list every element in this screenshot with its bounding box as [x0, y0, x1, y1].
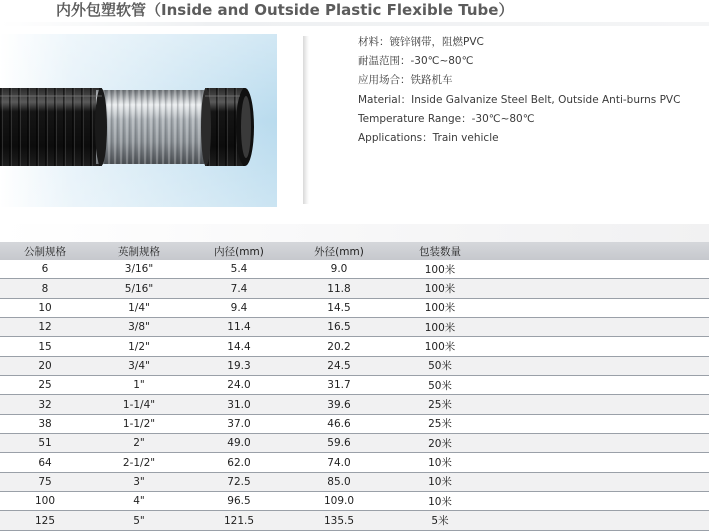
title-divider [0, 22, 709, 26]
cell-inner: 5.4 [188, 260, 290, 279]
cell-imperial: 4" [90, 492, 188, 511]
cell-outer: 39.6 [290, 395, 388, 414]
table-row [0, 395, 709, 414]
spec-temperature-en: Temperature Range：-30℃~80℃ [358, 112, 535, 125]
cell-imperial: 1" [90, 376, 188, 395]
cell-blank [492, 434, 709, 453]
cell-blank [492, 414, 709, 433]
cell-inner: 24.0 [188, 376, 290, 395]
table-row [0, 279, 709, 298]
cell-imperial: 2" [90, 434, 188, 453]
cell-package: 25米 [388, 395, 492, 414]
cell-package: 100米 [388, 298, 492, 317]
cell-metric: 12 [0, 318, 90, 337]
cell-inner: 37.0 [188, 414, 290, 433]
cell-blank [492, 298, 709, 317]
header-outer-diameter: 外径(mm) [290, 242, 388, 260]
cell-blank [492, 472, 709, 491]
table-row [0, 434, 709, 453]
cell-outer: 16.5 [290, 318, 388, 337]
vertical-divider [303, 36, 309, 204]
table-row [0, 414, 709, 433]
cell-metric: 6 [0, 260, 90, 279]
cell-package: 100米 [388, 337, 492, 356]
cell-inner: 49.0 [188, 434, 290, 453]
cell-outer: 9.0 [290, 260, 388, 279]
header-inner-diameter: 内径(mm) [188, 242, 290, 260]
cell-metric: 10 [0, 298, 90, 317]
cell-blank [492, 337, 709, 356]
cell-package: 25米 [388, 414, 492, 433]
cell-metric: 20 [0, 356, 90, 375]
cell-inner: 62.0 [188, 453, 290, 472]
cell-outer: 59.6 [290, 434, 388, 453]
cell-outer: 24.5 [290, 356, 388, 375]
cell-imperial: 1/4" [90, 298, 188, 317]
cell-metric: 125 [0, 511, 90, 530]
table-row [0, 453, 709, 472]
cell-imperial: 3/16" [90, 260, 188, 279]
cell-metric: 15 [0, 337, 90, 356]
cell-inner: 11.4 [188, 318, 290, 337]
cell-blank [492, 492, 709, 511]
cell-blank [492, 318, 709, 337]
cell-package: 5米 [388, 511, 492, 530]
page-title: 内外包塑软管（Inside and Outside Plastic Flexible Tube） [56, 1, 514, 19]
spec-temperature-cn: 耐温范围：-30℃~80℃ [358, 55, 474, 68]
table-row [0, 376, 709, 395]
cell-metric: 32 [0, 395, 90, 414]
cell-inner: 9.4 [188, 298, 290, 317]
cell-blank [492, 279, 709, 298]
spec-table [0, 242, 709, 531]
cell-outer: 11.8 [290, 279, 388, 298]
cell-imperial: 5/16" [90, 279, 188, 298]
cell-package: 100米 [388, 318, 492, 337]
cell-imperial: 5" [90, 511, 188, 530]
tube-graphic [0, 88, 254, 166]
cell-outer: 135.5 [290, 511, 388, 530]
cell-imperial: 1-1/2" [90, 414, 188, 433]
cell-package: 50米 [388, 356, 492, 375]
spec-application-en: Applications：Train vehicle [358, 131, 499, 144]
header-package-qty: 包装数量 [388, 242, 492, 260]
table-row [0, 472, 709, 491]
cell-metric: 64 [0, 453, 90, 472]
cell-package: 100米 [388, 260, 492, 279]
cell-outer: 46.6 [290, 414, 388, 433]
table-row [0, 260, 709, 279]
cell-metric: 25 [0, 376, 90, 395]
spec-material-cn: 材料：镀锌钢带，阻燃PVC [358, 36, 484, 48]
table-row [0, 356, 709, 375]
spec-application-cn: 应用场合：铁路机车 [358, 74, 453, 87]
cell-package: 10米 [388, 492, 492, 511]
spec-list [358, 33, 703, 148]
cell-package: 10米 [388, 453, 492, 472]
cell-inner: 7.4 [188, 279, 290, 298]
cell-package: 50米 [388, 376, 492, 395]
cell-inner: 96.5 [188, 492, 290, 511]
header-metric-size: 公制规格 [0, 242, 90, 260]
cell-package: 100米 [388, 279, 492, 298]
table-top-shade [0, 224, 709, 242]
product-photo [0, 34, 277, 207]
cell-outer: 14.5 [290, 298, 388, 317]
cell-blank [492, 260, 709, 279]
cell-blank [492, 453, 709, 472]
cell-package: 20米 [388, 434, 492, 453]
table-row [0, 492, 709, 511]
cell-package: 10米 [388, 472, 492, 491]
table-header-row [0, 242, 709, 260]
cell-metric: 38 [0, 414, 90, 433]
cell-blank [492, 395, 709, 414]
spec-material-en: Material：Inside Galvanize Steel Belt, Outside Anti-burns PVC [358, 93, 681, 106]
cell-outer: 20.2 [290, 337, 388, 356]
cell-outer: 74.0 [290, 453, 388, 472]
cell-imperial: 1-1/4" [90, 395, 188, 414]
cell-inner: 121.5 [188, 511, 290, 530]
cell-blank [492, 376, 709, 395]
table-row [0, 318, 709, 337]
cell-imperial: 2-1/2" [90, 453, 188, 472]
cell-metric: 51 [0, 434, 90, 453]
cell-inner: 14.4 [188, 337, 290, 356]
cell-outer: 109.0 [290, 492, 388, 511]
cell-inner: 19.3 [188, 356, 290, 375]
header-imperial-size: 英制规格 [90, 242, 188, 260]
cell-blank [492, 356, 709, 375]
cell-outer: 31.7 [290, 376, 388, 395]
cell-metric: 8 [0, 279, 90, 298]
cell-metric: 75 [0, 472, 90, 491]
cell-metric: 100 [0, 492, 90, 511]
cell-outer: 85.0 [290, 472, 388, 491]
cell-imperial: 3" [90, 472, 188, 491]
cell-imperial: 3/8" [90, 318, 188, 337]
table-row [0, 337, 709, 356]
cell-imperial: 1/2" [90, 337, 188, 356]
cell-inner: 31.0 [188, 395, 290, 414]
cell-imperial: 3/4" [90, 356, 188, 375]
table-row [0, 298, 709, 317]
header-blank [492, 242, 709, 260]
cell-inner: 72.5 [188, 472, 290, 491]
